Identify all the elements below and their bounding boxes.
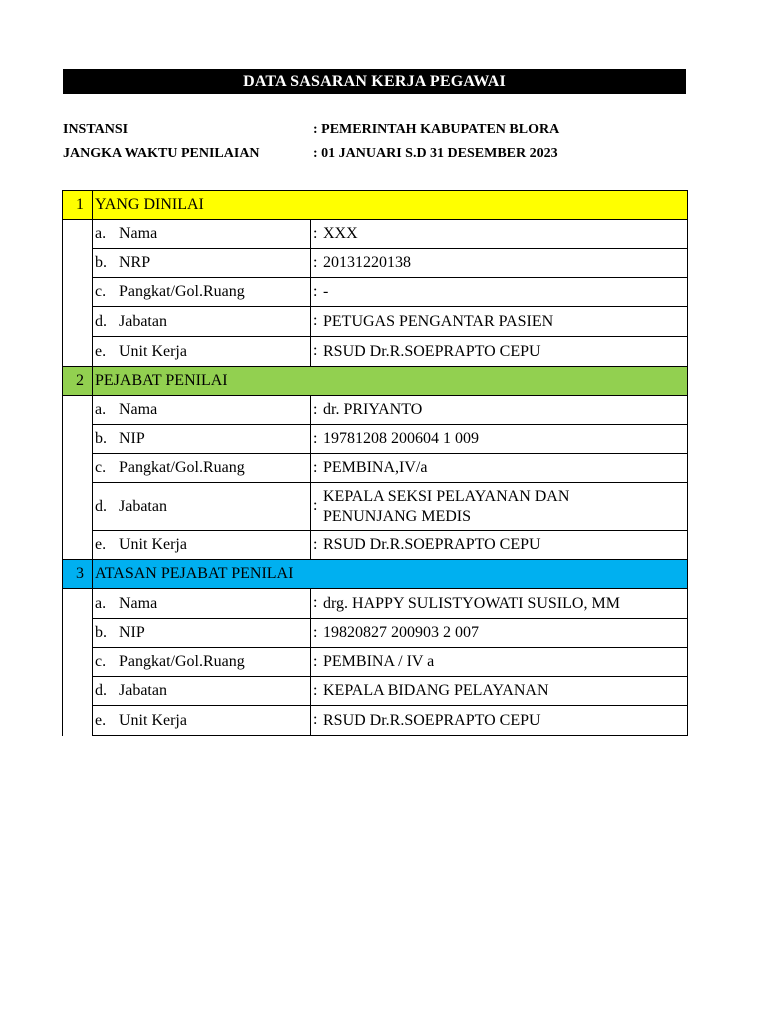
colon: : [313, 224, 318, 242]
colon: : [313, 623, 318, 641]
colon: : [313, 282, 318, 300]
colon: : [313, 497, 318, 515]
section-number: 3 [63, 560, 93, 589]
field-value-text: PETUGAS PENGANTAR PASIEN [323, 312, 554, 330]
field-label [93, 706, 311, 736]
section-title: YANG DINILAI [93, 191, 688, 220]
field-letter: d. [95, 682, 107, 699]
field-value [311, 483, 688, 531]
field-label [93, 648, 311, 677]
field-letter: c. [95, 653, 107, 670]
section-number: 1 [63, 191, 93, 220]
field-value [311, 706, 688, 736]
colon: : [313, 535, 318, 553]
instansi-value: : PEMERINTAH KABUPATEN BLORA [313, 122, 560, 137]
field-value [311, 531, 688, 560]
section-title: ATASAN PEJABAT PENILAI [93, 560, 688, 589]
table-row [63, 220, 688, 249]
field-letter: c. [95, 459, 107, 476]
field-letter: b. [95, 430, 107, 447]
field-value-text: - [323, 283, 329, 300]
field-value [311, 278, 688, 307]
section-number: 2 [63, 367, 93, 396]
colon: : [313, 458, 318, 476]
field-value [311, 337, 688, 367]
field-letter: d. [95, 497, 107, 515]
field-label [93, 619, 311, 648]
colon: : [313, 253, 318, 271]
field-letter: e. [95, 536, 107, 553]
table-row [63, 483, 688, 531]
table-row [63, 425, 688, 454]
colon: : [313, 429, 318, 447]
field-value [311, 249, 688, 278]
table-row [63, 454, 688, 483]
field-label-text: Unit Kerja [119, 536, 187, 553]
colon: : [313, 681, 318, 699]
periode-label: JANGKA WAKTU PENILAIAN [63, 146, 260, 161]
field-label-text: Pangkat/Gol.Ruang [119, 283, 245, 300]
field-value-text: RSUD Dr.R.SOEPRAPTO CEPU [323, 711, 541, 729]
indent-cell [63, 589, 93, 736]
field-value-text: 19781208 200604 1 009 [323, 430, 479, 447]
field-value [311, 220, 688, 249]
field-label-text: NIP [119, 430, 145, 447]
field-label [93, 278, 311, 307]
field-label-text: NIP [119, 624, 145, 641]
table-row [63, 648, 688, 677]
field-label-text: Pangkat/Gol.Ruang [119, 653, 245, 670]
colon: : [313, 594, 318, 612]
field-label-text: Jabatan [119, 682, 167, 699]
field-label-text: NRP [119, 254, 151, 271]
table-row [63, 589, 688, 619]
field-value-text: XXX [323, 225, 358, 242]
field-letter: a. [95, 225, 107, 242]
field-label [93, 531, 311, 560]
field-label-text: Jabatan [119, 312, 167, 330]
field-label [93, 220, 311, 249]
field-value-text: KEPALA BIDANG PELAYANAN [323, 682, 549, 699]
field-letter: b. [95, 254, 107, 271]
field-value [311, 619, 688, 648]
field-letter: b. [95, 624, 107, 641]
table-row [63, 677, 688, 706]
field-label [93, 454, 311, 483]
field-value [311, 454, 688, 483]
field-letter: c. [95, 283, 107, 300]
indent-cell [63, 220, 93, 367]
field-value-text: KEPALA SEKSI PELAYANAN DAN PENUNJANG MEDIS [323, 487, 570, 525]
employee-data-table [62, 190, 688, 736]
field-value-text: 19820827 200903 2 007 [323, 624, 479, 641]
field-value-text: 20131220138 [323, 254, 411, 271]
field-value-text: RSUD Dr.R.SOEPRAPTO CEPU [323, 342, 541, 360]
field-label [93, 677, 311, 706]
field-value-text: PEMBINA,IV/a [323, 459, 428, 476]
section-header-yang-dinilai [63, 191, 688, 220]
colon: : [313, 711, 318, 729]
table-row [63, 706, 688, 736]
section-header-pejabat-penilai [63, 367, 688, 396]
indent-cell [63, 396, 93, 560]
field-value [311, 425, 688, 454]
field-label-text: Nama [119, 401, 158, 418]
table-row [63, 396, 688, 425]
field-value-text: drg. HAPPY SULISTYOWATI SUSILO, MM [323, 594, 620, 612]
instansi-label: INSTANSI [63, 122, 129, 137]
field-label-text: Jabatan [119, 497, 167, 515]
table-row [63, 337, 688, 367]
field-letter: a. [95, 401, 107, 418]
field-label [93, 307, 311, 337]
field-value [311, 589, 688, 619]
field-value [311, 396, 688, 425]
field-label-text: Nama [119, 594, 158, 612]
section-header-atasan-pejabat-penilai [63, 560, 688, 589]
table-row [63, 249, 688, 278]
field-value [311, 677, 688, 706]
field-letter: a. [95, 594, 107, 612]
table-row [63, 619, 688, 648]
field-label-text: Nama [119, 225, 158, 242]
document-title: DATA SASARAN KERJA PEGAWAI [63, 69, 686, 94]
table-row [63, 307, 688, 337]
field-label [93, 337, 311, 367]
table-row [63, 278, 688, 307]
field-value [311, 648, 688, 677]
field-value-text: PEMBINA / IV a [323, 653, 435, 670]
field-label [93, 589, 311, 619]
colon: : [313, 652, 318, 670]
field-label-text: Unit Kerja [119, 711, 187, 729]
field-letter: e. [95, 342, 107, 360]
field-label [93, 483, 311, 531]
field-value [311, 307, 688, 337]
section-title: PEJABAT PENILAI [93, 367, 688, 396]
field-value-text: dr. PRIYANTO [323, 401, 423, 418]
colon: : [313, 342, 318, 360]
field-label [93, 425, 311, 454]
periode-value: : 01 JANUARI S.D 31 DESEMBER 2023 [313, 146, 558, 161]
field-letter: e. [95, 711, 107, 729]
field-label [93, 249, 311, 278]
field-label-text: Unit Kerja [119, 342, 187, 360]
colon: : [313, 400, 318, 418]
table-row [63, 531, 688, 560]
field-label [93, 396, 311, 425]
field-value-text: RSUD Dr.R.SOEPRAPTO CEPU [323, 536, 541, 553]
field-letter: d. [95, 312, 107, 330]
colon: : [313, 312, 318, 330]
field-label-text: Pangkat/Gol.Ruang [119, 459, 245, 476]
